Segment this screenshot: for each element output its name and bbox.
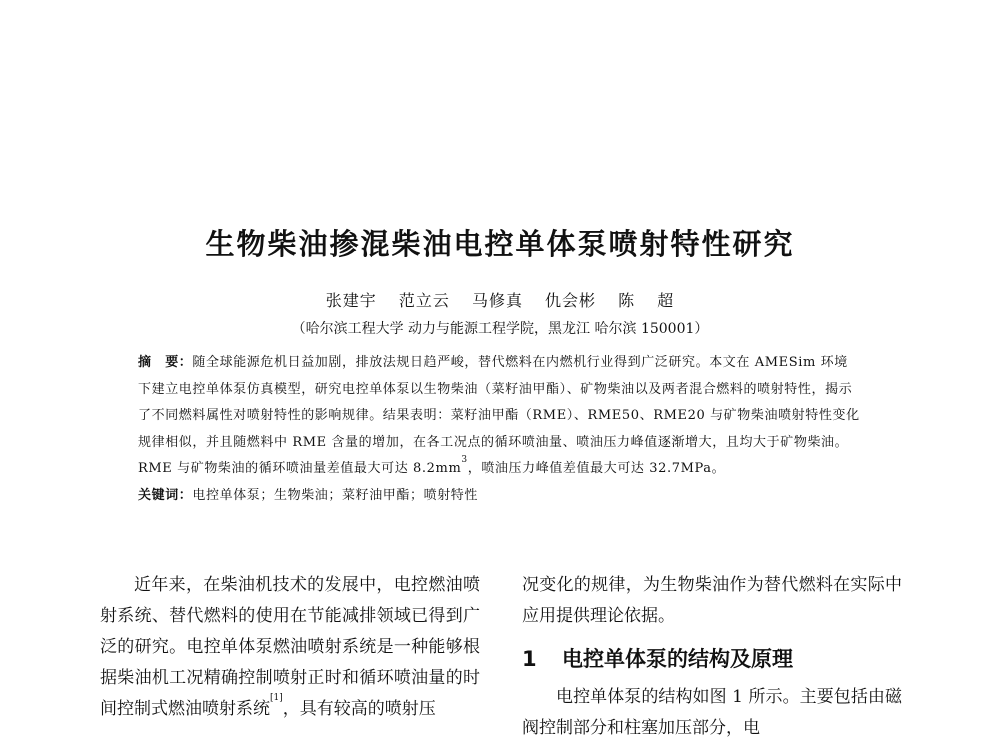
keywords-label: 关键词： <box>138 487 193 503</box>
abstract-block <box>138 350 860 509</box>
abstract-label: 摘 要： <box>138 355 193 370</box>
abstract-text: 随全球能源危机日益加剧，排放法规日趋严峻，替代燃料在内燃机行业得到广泛研究。本文在 AMESim 环境下建立电控单体泵仿真模型，研究电控单体泵以生物柴油（菜籽油甲酯）、矿物柴油以及两者混合燃料的喷射特性，揭示了不同燃料属性对喷射特性的影响规律。结果表明：菜籽油甲酯（RME）、RME50、RME20 与矿物柴油喷射特性变化规律相似，并且随燃料中 RME 含量的增加，在各工况点的循环喷油量、喷油压力峰值逐渐增大，且均大于矿物柴油。RME 与矿物柴油的循环喷油量差值最大可达 8.2mm <box>138 355 860 476</box>
intro-continuation: 况变化的规律，为生物柴油作为替代燃料在实际中应用提供理论依据。 <box>522 575 902 626</box>
intro-paragraph <box>100 570 480 725</box>
keywords-paragraph <box>138 483 860 510</box>
section-number: 1 <box>522 647 537 671</box>
abstract-text-end: ，喷油压力峰值差值最大可达 32.7MPa。 <box>467 461 726 476</box>
affiliation: （哈尔滨工程大学 动力与能源工程学院，黑龙江 哈尔滨 150001） <box>291 321 709 337</box>
left-column <box>100 570 480 725</box>
author-list: 张建宇 范立云 马修真 仇会彬 陈 超 <box>325 291 675 310</box>
keywords-text: 电控单体泵；生物柴油；菜籽油甲酯；喷射特性 <box>192 487 479 503</box>
intro-text: 近年来，在柴油机技术的发展中，电控燃油喷射系统、替代燃料的使用在节能减排领域已得到广泛的研究。电控单体泵燃油喷射系统是一种能够根据柴油机工况精确控制喷射正时和循环喷油量的时间控制式燃油喷射系统 <box>100 575 480 719</box>
section-paragraph: 电控单体泵的结构如图 1 所示。主要包括由磁阀控制部分和柱塞加压部分，电 <box>522 687 902 738</box>
abstract-paragraph <box>138 350 860 483</box>
section-title: 电控单体泵的结构及原理 <box>562 647 793 671</box>
intro-text-tail: ，具有较高的喷射压 <box>282 699 436 719</box>
right-column <box>522 570 902 744</box>
paper-title: 生物柴油掺混柴油电控单体泵喷射特性研究 <box>205 227 795 261</box>
citation-ref: [1] <box>270 693 283 703</box>
section-heading <box>522 642 902 676</box>
abstract-superscript: 3 <box>461 455 468 465</box>
